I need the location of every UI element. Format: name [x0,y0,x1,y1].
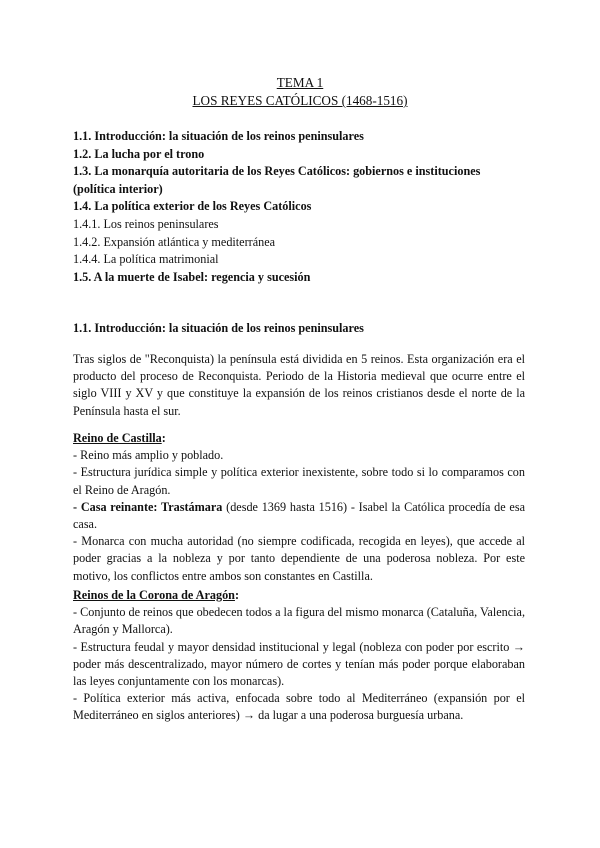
castilla-section [73,430,525,585]
castilla-point: - Reino más amplio y poblado. [73,448,224,463]
table-of-contents [73,128,533,286]
page-subtitle: LOS REYES CATÓLICOS (1468-1516) [192,93,408,108]
toc-item: 1.4. La política exterior de los Reyes Católicos [73,199,312,214]
toc-item: 1.4.1. Los reinos peninsulares [73,216,219,231]
casa-reinante-text: (desde 1369 hasta 1516) - Isabel la Católica procedía de esa casa. [73,499,525,532]
castilla-heading: Reino de Castilla [73,431,162,445]
castilla-point [73,499,525,533]
castilla-point: - Monarca con mucha autoridad (no siempre codificada, recogida en leyes), que accede al poder gracias a la nobleza y por tanto dependiente de una poderosa nobleza. Por este motivo, los conflictos entre ambos son constantes en Castilla. [73,534,525,583]
toc-item: (política interior) [73,181,163,196]
aragon-point: - Conjunto de reinos que obedecen todos a la figura del mismo monarca (Cataluña, Valencia, Aragón y Mallorca). [73,605,525,637]
toc-item: 1.1. Introducción: la situación de los reinos peninsulares [73,129,364,143]
aragon-heading: Reinos de la Corona de Aragón [73,588,235,602]
intro-paragraph: Tras siglos de "Reconquista) la península está dividida en 5 reinos. Esta organización era el producto del proceso de Reconquista. Periodo de la Historia medieval que ocurre entre el siglo VIII y XV y que constituye la expansión de los reinos cristianos desde el norte de la Península hasta el sur. [73,352,525,418]
toc-item: 1.2. La lucha por el trono [73,146,205,161]
page-title: TEMA 1 [276,75,324,90]
aragon-section [73,587,525,725]
toc-item: 1.4.4. La política matrimonial [73,252,219,267]
toc-item: 1.4.2. Expansión atlántica y mediterránea [73,234,276,249]
toc-item: 1.5. A la muerte de Isabel: regencia y sucesión [73,269,311,284]
section-heading: 1.1. Introducción: la situación de los reinos peninsulares [73,321,364,335]
aragon-heading-colon: : [234,588,240,602]
aragon-point: - Política exterior más activa, enfocada sobre todo al Mediterráneo (expansión por el Mediterráneo en siglos anteriores) → da lugar a una poderosa burguesía urbana. [73,691,525,723]
casa-reinante-label: - Casa reinante: Trastámara [73,499,223,514]
aragon-point: - Estructura feudal y mayor densidad institucional y legal (nobleza con poder por escrito → poder más descentralizado, mayor número de cortes y tenían más poder porque elaboraban las leyes conjuntamente con los monarcas). [73,639,525,689]
toc-item: 1.3. La monarquía autoritaria de los Reyes Católicos: gobiernos e instituciones [73,164,481,179]
castilla-heading-colon: : [161,431,166,445]
castilla-point: - Estructura jurídica simple y política exterior inexistente, sobre todo si lo comparamos con el Reino de Aragón. [73,465,525,497]
